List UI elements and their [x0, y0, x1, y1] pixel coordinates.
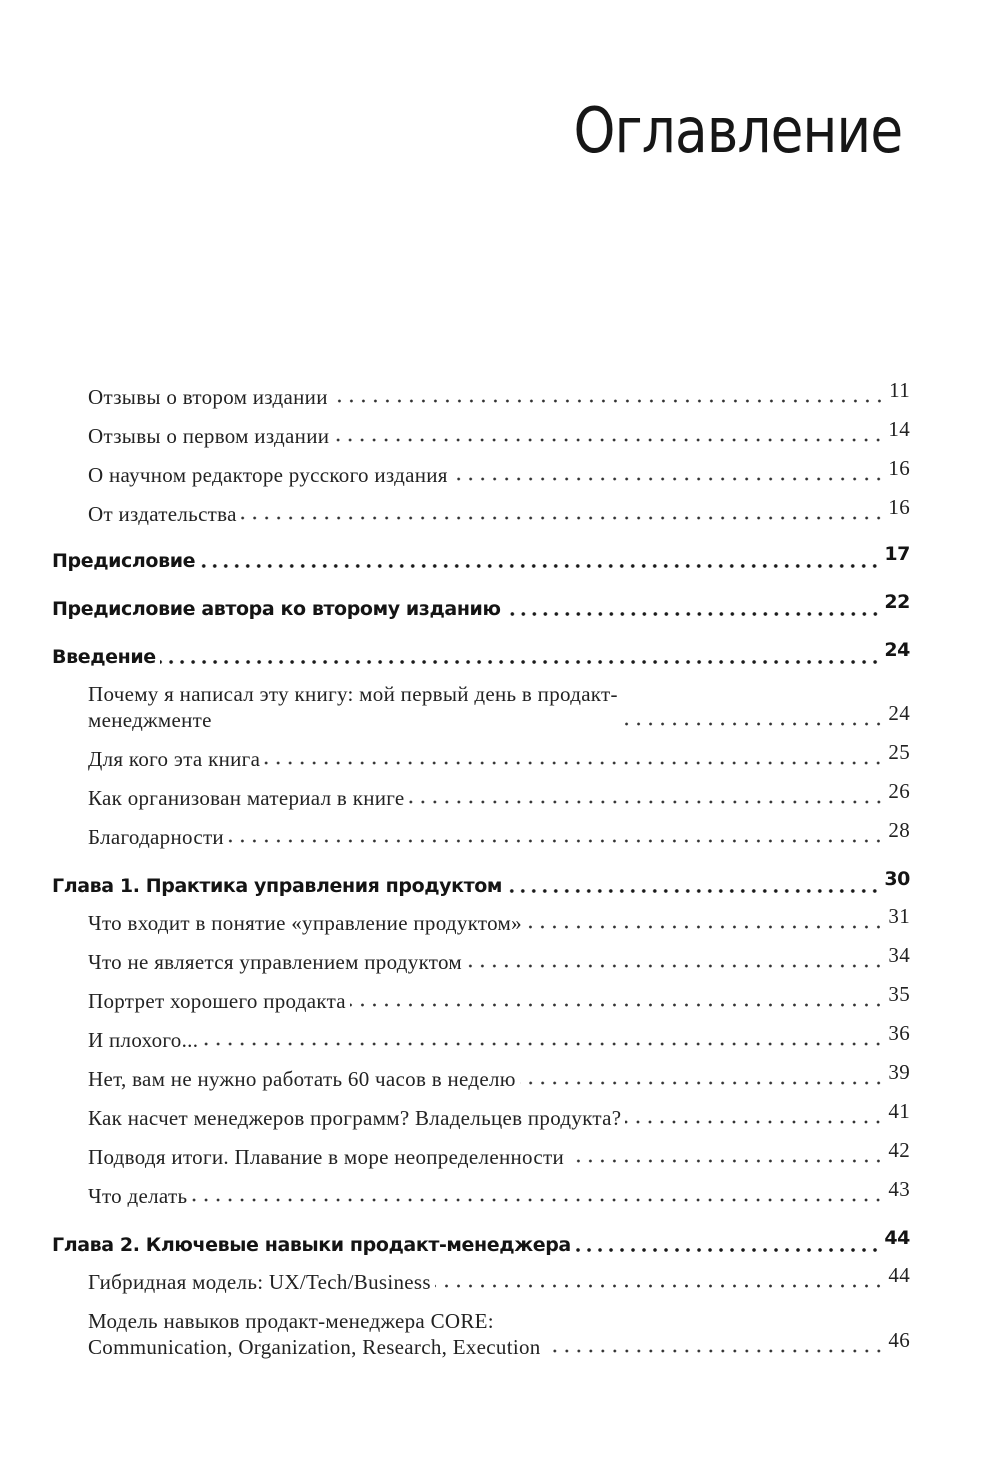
- toc-entry: [52, 1263, 910, 1295]
- toc-entry-title: Отзывы о первом издании: [88, 424, 330, 448]
- toc-entry-page: 42: [888, 1138, 910, 1162]
- toc-entry-title: Благодарности: [88, 825, 224, 849]
- toc-entry-title: И плохого...: [88, 1028, 199, 1052]
- toc-entry-page: 36: [888, 1021, 910, 1045]
- toc-section: [52, 1227, 910, 1259]
- toc-entry: [52, 417, 910, 449]
- toc-entry-title: Для кого эта книга: [88, 747, 261, 771]
- toc-section-page: 44: [884, 1227, 910, 1249]
- toc-entry-page: 28: [888, 818, 910, 842]
- toc-entry-title: Портрет хорошего продакта: [88, 989, 346, 1013]
- toc-entry-page: 39: [888, 1060, 910, 1084]
- page-title: Оглавление: [573, 94, 902, 167]
- toc-entry: [52, 1021, 910, 1053]
- toc-entry-title-line2: Communication, Organization, Research, Execution: [88, 1335, 541, 1359]
- dot-leader: [199, 562, 880, 570]
- dot-leader: [526, 923, 884, 931]
- dot-leader: [202, 1040, 884, 1048]
- dot-leader: [264, 759, 884, 767]
- dot-leader: [191, 1196, 884, 1204]
- toc-entry-title: Гибридная модель: UX/Tech/Business: [88, 1270, 431, 1294]
- toc-section-title: Предисловие: [52, 550, 196, 572]
- dot-leader: [545, 1347, 885, 1355]
- toc-section-title: Глава 1. Практика управления продуктом: [52, 875, 503, 897]
- toc-entry-page: 44: [888, 1263, 910, 1287]
- toc-entry-title: Что не является управлением продуктом: [88, 950, 462, 974]
- toc-entry-page: 43: [888, 1177, 910, 1201]
- toc-entry: [52, 818, 910, 850]
- toc-section-page: 17: [884, 543, 910, 565]
- toc-entry: [52, 378, 910, 410]
- toc-entry: [52, 904, 910, 936]
- toc-section: [52, 868, 910, 900]
- toc-entry-title: Отзывы о втором издании: [88, 385, 328, 409]
- dot-leader: [625, 1118, 884, 1126]
- toc-entry: [52, 1060, 910, 1092]
- toc-entry-page: 46: [888, 1328, 910, 1352]
- toc-section-page: 22: [884, 591, 910, 613]
- toc-entry: [52, 681, 910, 733]
- table-of-contents: [52, 378, 910, 1373]
- toc-section-page: 24: [884, 639, 910, 661]
- toc-entry-page: 16: [888, 456, 910, 480]
- dot-leader: [435, 1282, 885, 1290]
- dot-leader: [332, 397, 885, 405]
- toc-entry-title: Нет, вам не нужно работать 60 часов в неделю: [88, 1067, 516, 1091]
- toc-entry: [52, 1138, 910, 1170]
- toc-entry: [52, 982, 910, 1014]
- toc-section-title: Предисловие автора ко второму изданию: [52, 598, 501, 620]
- toc-entry-page: 26: [888, 779, 910, 803]
- dot-leader: [575, 1246, 881, 1254]
- dot-leader: [506, 887, 880, 895]
- toc-entry-title: Как организован материал в книге: [88, 786, 405, 810]
- toc-section: [52, 639, 910, 671]
- toc-entry-page: 16: [888, 495, 910, 519]
- dot-leader: [241, 514, 885, 522]
- dot-leader: [452, 475, 885, 483]
- toc-section-title: Введение: [52, 646, 156, 668]
- dot-leader: [333, 436, 884, 444]
- dot-leader: [409, 798, 885, 806]
- dot-leader: [622, 720, 885, 728]
- toc-entry-title: От издательства: [88, 502, 237, 526]
- dot-leader: [160, 658, 881, 666]
- toc-entry: [52, 779, 910, 811]
- dot-leader: [520, 1079, 885, 1087]
- dot-leader: [505, 610, 881, 618]
- toc-entry-title-line1: Почему я написал эту книгу: мой первый день в продакт-: [88, 682, 618, 706]
- toc-entry-page: 31: [888, 904, 910, 928]
- toc-section-title: Глава 2. Ключевые навыки продакт-менеджера: [52, 1234, 571, 1256]
- toc-entry: [52, 740, 910, 772]
- toc-entry-page: 24: [888, 701, 910, 725]
- toc-entry-title-line2: менеджменте: [88, 708, 212, 732]
- toc-entry: [52, 1308, 910, 1360]
- toc-entry-title: Что делать: [88, 1184, 188, 1208]
- dot-leader: [568, 1157, 884, 1165]
- toc-entry-title: Что входит в понятие «управление продуктом»: [88, 911, 522, 935]
- toc-entry: [52, 1099, 910, 1131]
- toc-section-page: 30: [884, 868, 910, 890]
- dot-leader: [466, 962, 884, 970]
- toc-entry-page: 41: [888, 1099, 910, 1123]
- toc-entry-page: 11: [889, 378, 910, 402]
- toc-entry-page: 25: [888, 740, 910, 764]
- toc-section: [52, 591, 910, 623]
- toc-entry: [52, 1177, 910, 1209]
- toc-entry-title: О научном редакторе русского издания: [88, 463, 448, 487]
- toc-entry-page: 14: [888, 417, 910, 441]
- toc-entry: [52, 495, 910, 527]
- toc-entry: [52, 943, 910, 975]
- dot-leader: [350, 1001, 884, 1009]
- toc-entry-page: 35: [888, 982, 910, 1006]
- toc-entry: [52, 456, 910, 488]
- dot-leader: [228, 837, 884, 845]
- toc-entry-title: Как насчет менеджеров программ? Владельцев продукта?: [88, 1106, 622, 1130]
- toc-entry-page: 34: [888, 943, 910, 967]
- toc-entry-title: Подводя итоги. Плавание в море неопределенности: [88, 1145, 564, 1169]
- toc-entry-title-line1: Модель навыков продакт-менеджера CORE:: [88, 1309, 494, 1333]
- toc-section: [52, 543, 910, 575]
